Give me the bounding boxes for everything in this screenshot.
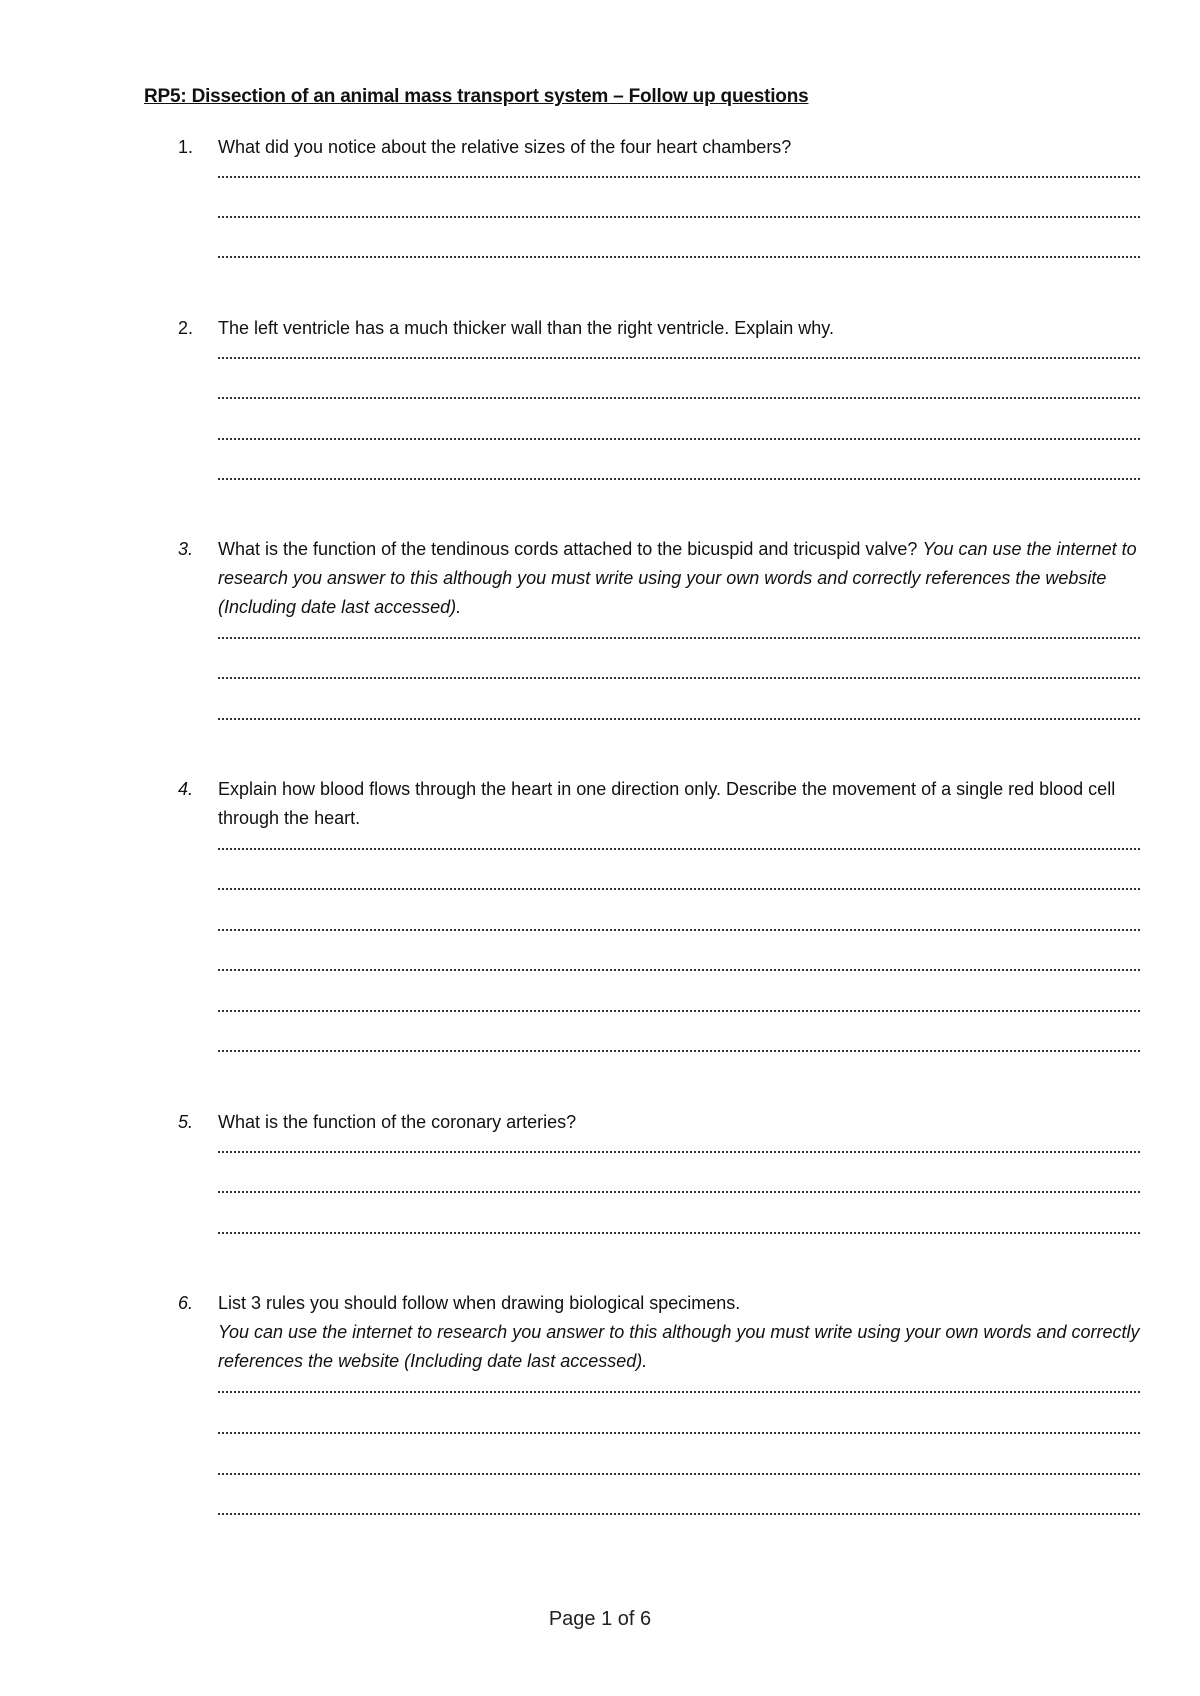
answer-line[interactable] (218, 969, 1140, 971)
question-note: You can use the internet to research you answer to this although you must write using your own words and correctly references the website (Including date last accessed). (218, 1322, 1140, 1371)
question-number: 5. (178, 1112, 194, 1132)
question-number: 4. (178, 779, 194, 799)
answer-line[interactable] (218, 888, 1140, 890)
answer-line[interactable] (218, 1151, 1140, 1153)
question-number: 2. (178, 318, 194, 338)
answer-line[interactable] (218, 1050, 1140, 1052)
question-number: 1. (178, 137, 194, 157)
answer-line[interactable] (218, 1391, 1140, 1393)
answer-line[interactable] (218, 637, 1140, 639)
page-title: RP5: Dissection of an animal mass transport system – Follow up questions (144, 86, 809, 107)
question-text: What is the function of the coronary arteries? (218, 1112, 577, 1132)
answer-line[interactable] (218, 718, 1140, 720)
question-note: You can use the internet to research you answer to this although you must write using your own words and correctly references the website (Including date last accessed). (218, 539, 1137, 617)
answer-line[interactable] (218, 1232, 1140, 1234)
answer-line[interactable] (218, 677, 1140, 679)
answer-line[interactable] (218, 397, 1140, 399)
answer-line[interactable] (218, 478, 1140, 480)
question-text: What did you notice about the relative sizes of the four heart chambers? (218, 137, 792, 157)
answer-line[interactable] (218, 256, 1140, 258)
question-text: The left ventricle has a much thicker wall than the right ventricle. Explain why. (218, 318, 834, 338)
answer-line[interactable] (218, 1473, 1140, 1475)
answer-line[interactable] (218, 216, 1140, 218)
answer-line[interactable] (218, 1432, 1140, 1434)
question-text: List 3 rules you should follow when drawing biological specimens. You can use the internet to research you answer to this although you must write using your own words and correctly references the website (Including date last accessed). (218, 1289, 1140, 1376)
answer-line[interactable] (218, 438, 1140, 440)
question-text: What is the function of the tendinous cords attached to the bicuspid and tricuspid valve? You can use the internet to research you answer to this although you must write using your own words and correctly references the website (Including date last accessed). (218, 539, 1137, 617)
answer-line[interactable] (218, 357, 1140, 359)
answer-line[interactable] (218, 929, 1140, 931)
answer-line[interactable] (218, 1191, 1140, 1193)
question-text: Explain how blood flows through the heart in one direction only. Describe the movement of a single red blood cell through the heart. (218, 779, 1116, 828)
answer-line[interactable] (218, 848, 1140, 850)
question-number: 6. (178, 1293, 194, 1313)
page-footer: Page 1 of 6 (548, 1608, 652, 1630)
question-number: 3. (178, 539, 194, 559)
answer-line[interactable] (218, 176, 1140, 178)
answer-line[interactable] (218, 1513, 1140, 1515)
answer-line[interactable] (218, 1010, 1140, 1012)
